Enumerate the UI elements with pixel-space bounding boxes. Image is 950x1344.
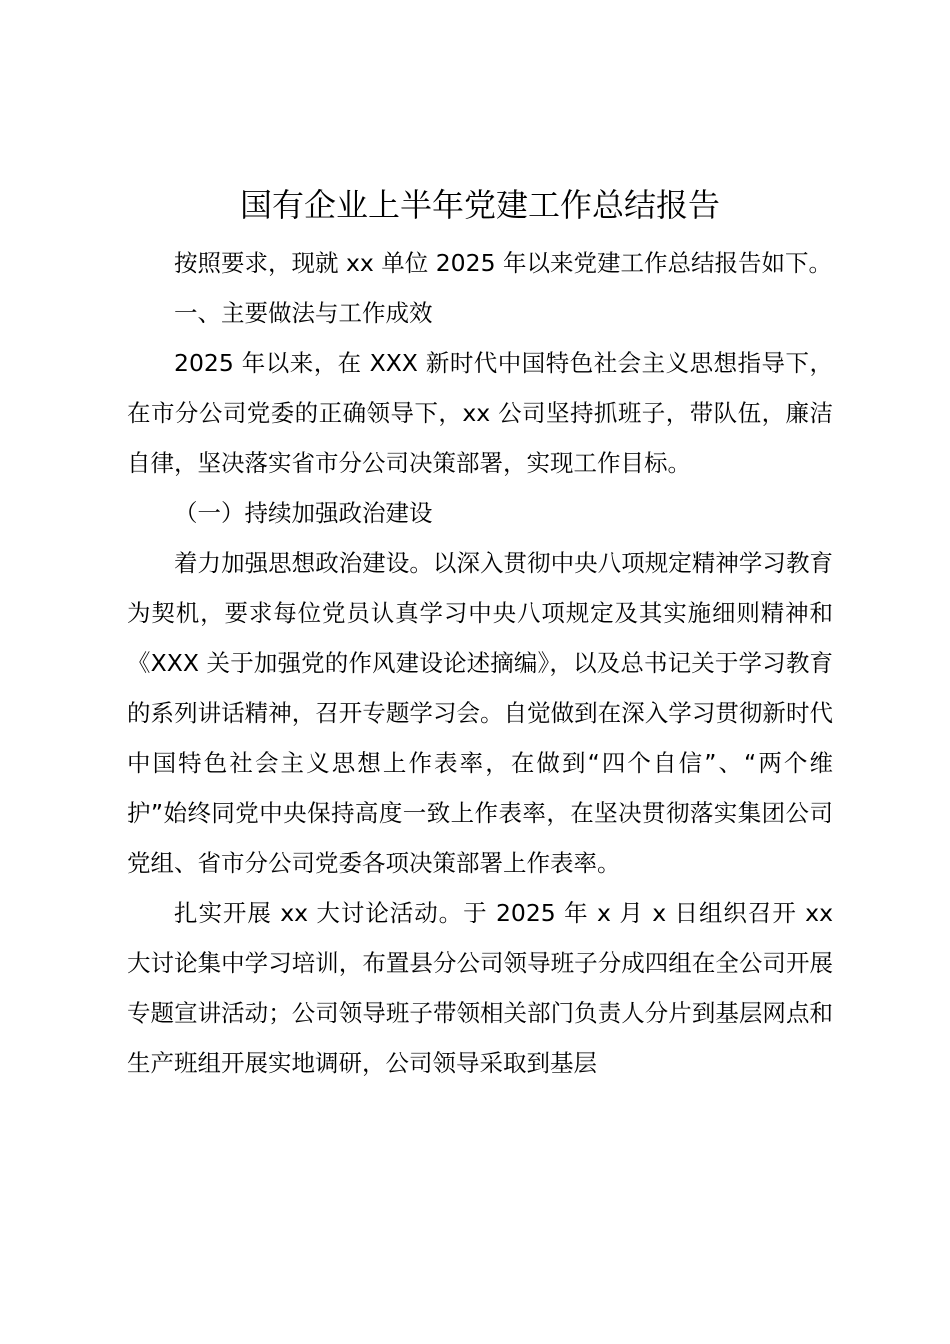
intro-paragraph: 按照要求，现就 xx 单位 2025 年以来党建工作总结报告如下。 <box>174 249 832 277</box>
political-building-paragraph: 着力加强思想政治建设。以深入贯彻中央八项规定精神学习教育为契机，要求每位党员认真学习中央八项规定及其实施细则精神和《XXX 关于加强党的作风建设论述摘编》，以及总书记关于学习教育的系列讲话精神，召开专题学习会。自觉做到在深入学习贯彻新时代中国特色社会主义思想上作表率，在做到“四个自信”、“两个维护”始终同党中央保持高度一致上作表率，在坚决贯彻落实集团公司党组、省市分公司党委各项决策部署上作表率。 <box>127 549 833 877</box>
section-heading-1: 一、主要做法与工作成效 <box>174 299 433 327</box>
discussion-activity-paragraph: 扎实开展 xx 大讨论活动。于 2025 年 x 月 x 日组织召开 xx 大讨论集中学习培训，布置县分公司领导班子分成四组在全公司开展专题宣讲活动；公司领导班子带领相关部门负责人分片到基层网点和生产班组开展实地调研，公司领导采取到基层 <box>127 899 833 1077</box>
document-page <box>127 182 833 1088</box>
subsection-heading-1: （一）持续加强政治建设 <box>174 499 433 527</box>
section-1-paragraph: 2025 年以来，在 XXX 新时代中国特色社会主义思想指导下，在市分公司党委的正确领导下，xx 公司坚持抓班子，带队伍，廉洁自律，坚决落实省市分公司决策部署，实现工作目标。 <box>127 349 833 477</box>
document-title: 国有企业上半年党建工作总结报告 <box>239 186 720 224</box>
